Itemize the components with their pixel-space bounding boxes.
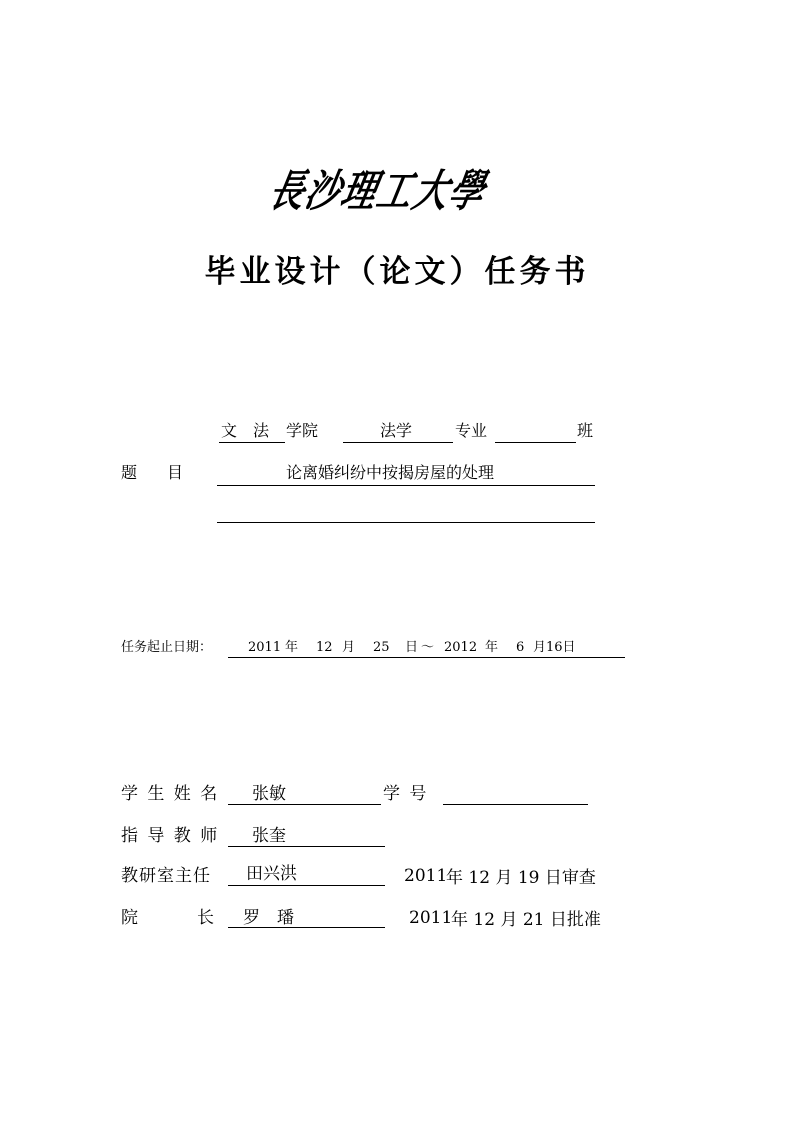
topic-underline-1	[217, 485, 595, 486]
document-title: 毕业设计（论文）任务书	[204, 254, 590, 290]
start-year-unit: 年	[285, 640, 299, 655]
end-month: 6	[516, 640, 525, 655]
start-day: 25	[373, 640, 390, 655]
topic-underline-2	[217, 522, 595, 523]
end-day: 月16日	[533, 640, 576, 655]
class-label: 班	[577, 421, 594, 440]
director-review-year: 2011	[404, 866, 448, 886]
date-range-label: 任务起止日期：	[121, 640, 213, 655]
date-separator: ～	[421, 640, 435, 655]
start-year: 2011	[248, 640, 282, 655]
dean-underline	[228, 927, 385, 928]
advisor-label: 指 导 教 师	[121, 826, 220, 846]
director-review-date: 年 12 月 19 日审查	[446, 868, 596, 888]
start-day-unit: 日	[405, 640, 419, 655]
end-year: 2012	[444, 640, 478, 655]
dean-approve-date: 年 12 月 21 日批准	[451, 910, 601, 930]
university-logo: 長沙理工大學	[264, 166, 491, 217]
director-label: 教研室主任	[121, 866, 211, 886]
director-underline	[228, 885, 385, 886]
major-underline	[343, 442, 453, 443]
start-month: 12	[316, 640, 333, 655]
director-name: 田兴洪	[246, 864, 297, 884]
student-name: 张敏	[252, 784, 286, 804]
date-range-underline	[228, 657, 625, 658]
start-month-unit: 月	[342, 640, 356, 655]
topic-label-a: 题	[121, 463, 138, 482]
student-name-label: 学 生 姓 名	[121, 784, 220, 804]
advisor-underline	[228, 846, 385, 847]
end-year-unit: 年	[485, 640, 499, 655]
major-label: 专业	[455, 421, 488, 440]
dean-label-b: 长	[197, 908, 214, 928]
dean-name: 罗 璠	[243, 908, 294, 928]
student-id-underline	[443, 804, 588, 805]
major-value: 法学	[380, 421, 413, 440]
student-name-underline	[228, 804, 381, 805]
college-label: 学院	[286, 421, 319, 440]
student-id-label: 学 号	[383, 784, 429, 804]
college-value: 文 法	[221, 421, 270, 440]
topic-label-b: 目	[167, 463, 184, 482]
topic-value: 论离婚纠纷中按揭房屋的处理	[286, 463, 495, 482]
dean-approve-year: 2011	[409, 908, 453, 928]
advisor-name: 张奎	[252, 826, 286, 846]
class-underline	[495, 442, 576, 443]
college-underline	[219, 442, 285, 443]
dean-label-a: 院	[121, 908, 138, 928]
